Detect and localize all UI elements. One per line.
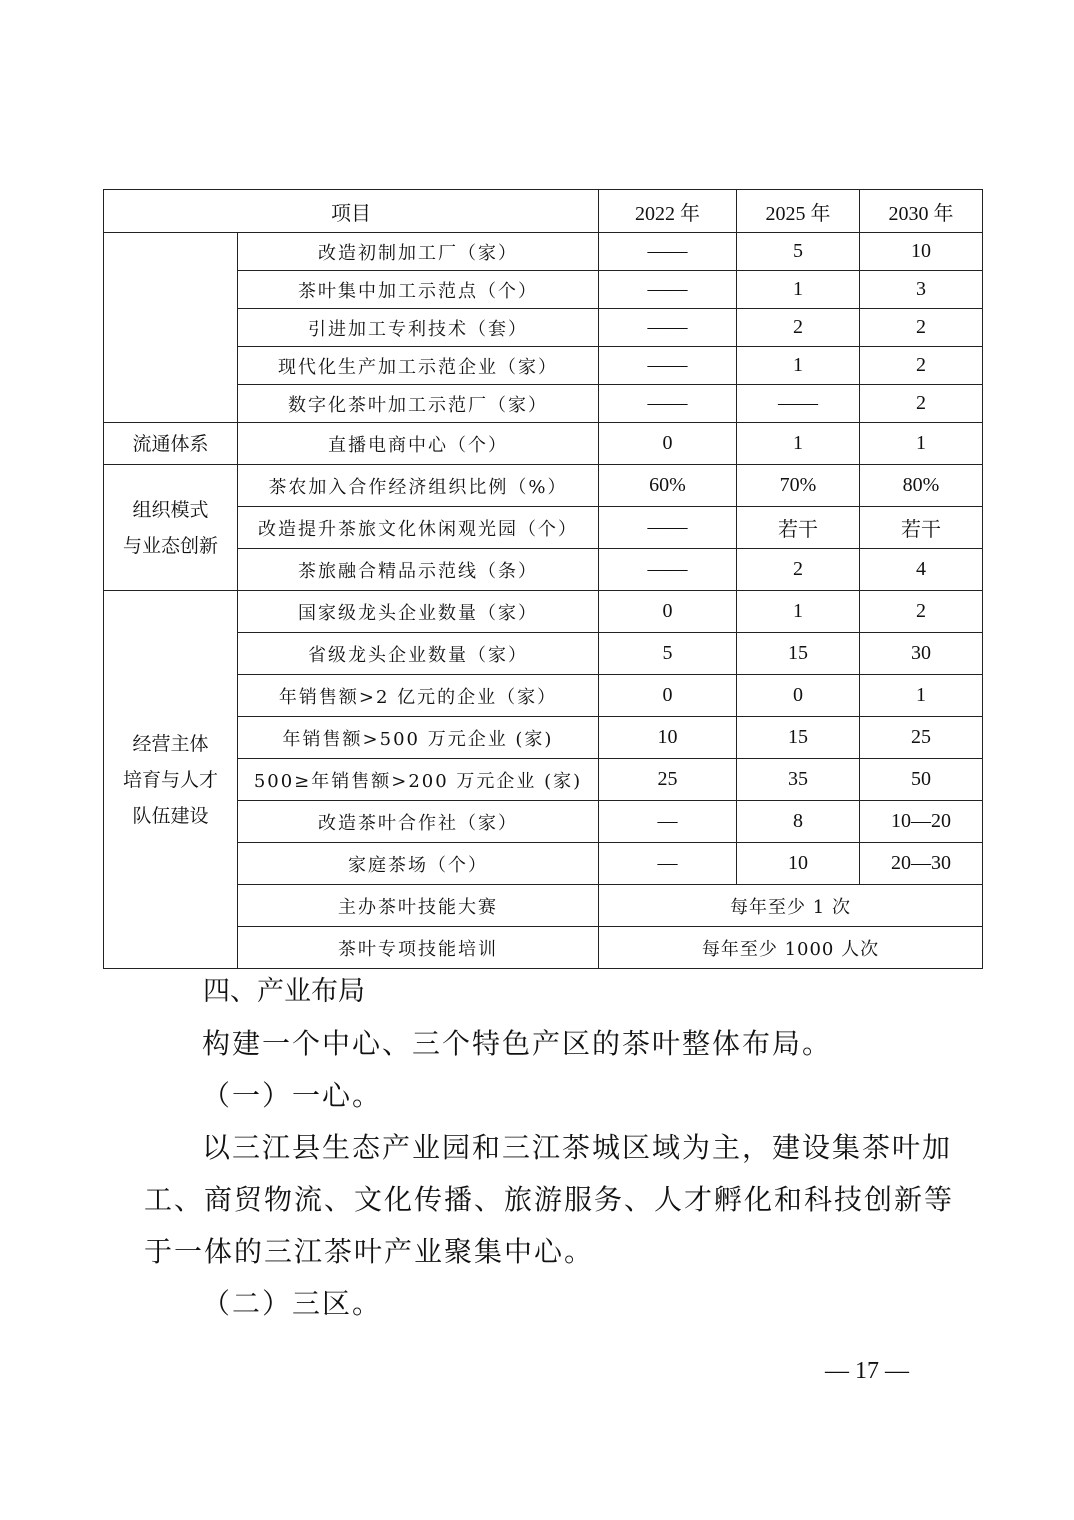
- value-2022: 0: [599, 423, 737, 465]
- value-2022: ——: [599, 549, 737, 591]
- table-row: [104, 591, 983, 633]
- merged-value: 每年至少 1 次: [599, 885, 983, 927]
- header-2030: 2030 年: [860, 190, 983, 233]
- body-paragraph: [144, 1122, 954, 1278]
- row-item: 国家级龙头企业数量（家）: [238, 591, 599, 633]
- value-2022: 0: [599, 591, 737, 633]
- row-item: 年销售额>500 万元企业 (家): [238, 717, 599, 759]
- header-item: 项目: [104, 190, 599, 233]
- value-2025: 若干: [737, 507, 860, 549]
- row-item: 直播电商中心（个）: [238, 423, 599, 465]
- header-2025: 2025 年: [737, 190, 860, 233]
- header-2022: 2022 年: [599, 190, 737, 233]
- row-item: 茶叶集中加工示范点（个）: [238, 271, 599, 309]
- row-item: 茶叶专项技能培训: [238, 927, 599, 969]
- row-item: 家庭茶场（个）: [238, 843, 599, 885]
- row-item: 茶农加入合作经济组织比例（%）: [238, 465, 599, 507]
- row-item: 500≥年销售额>200 万元企业 (家): [238, 759, 599, 801]
- value-2022: ——: [599, 309, 737, 347]
- development-targets-table: [103, 189, 983, 969]
- value-2025: 35: [737, 759, 860, 801]
- value-2030: 80%: [860, 465, 983, 507]
- category-processing: [104, 233, 238, 423]
- value-2030: 2: [860, 591, 983, 633]
- value-2025: 10: [737, 843, 860, 885]
- table-row: [104, 233, 983, 271]
- value-2025: 1: [737, 347, 860, 385]
- value-2030: 50: [860, 759, 983, 801]
- value-2030: 25: [860, 717, 983, 759]
- table-row: [104, 423, 983, 465]
- value-2030: 2: [860, 309, 983, 347]
- category-circulation: 流通体系: [104, 423, 238, 465]
- value-2022: ——: [599, 507, 737, 549]
- value-2030: 10—20: [860, 801, 983, 843]
- value-2025: 2: [737, 549, 860, 591]
- row-item: 现代化生产加工示范企业（家）: [238, 347, 599, 385]
- intro-text: 构建一个中心、三个特色产区的茶叶整体布局。: [202, 1027, 833, 1060]
- value-2030: 1: [860, 423, 983, 465]
- value-2025: 70%: [737, 465, 860, 507]
- value-2025: 1: [737, 423, 860, 465]
- page-number: — 17 —: [825, 1358, 909, 1384]
- value-2030: 2: [860, 347, 983, 385]
- row-item: 改造茶叶合作社（家）: [238, 801, 599, 843]
- category-management: 经营主体 培育与人才 队伍建设: [104, 591, 238, 969]
- value-2025: 1: [737, 271, 860, 309]
- intro-paragraph: [144, 1018, 954, 1070]
- category-organization: 组织模式 与业态创新: [104, 465, 238, 591]
- merged-value: 每年至少 1000 人次: [599, 927, 983, 969]
- value-2022: ——: [599, 347, 737, 385]
- subheading-two: [144, 1278, 954, 1330]
- value-2025: 0: [737, 675, 860, 717]
- table-header-row: [104, 190, 983, 233]
- value-2030: 1: [860, 675, 983, 717]
- value-2030: 20—30: [860, 843, 983, 885]
- section-heading: 四、产业布局: [203, 976, 365, 1007]
- row-item: 主办茶叶技能大赛: [238, 885, 599, 927]
- row-item: 数字化茶叶加工示范厂（家）: [238, 385, 599, 423]
- value-2025: 8: [737, 801, 860, 843]
- value-2022: 10: [599, 717, 737, 759]
- value-2022: ——: [599, 271, 737, 309]
- value-2025: 2: [737, 309, 860, 347]
- row-item: 引进加工专利技术（套）: [238, 309, 599, 347]
- value-2022: 60%: [599, 465, 737, 507]
- row-item: 省级龙头企业数量（家）: [238, 633, 599, 675]
- row-item: 茶旅融合精品示范线（条）: [238, 549, 599, 591]
- value-2025: 1: [737, 591, 860, 633]
- row-item: 年销售额>2 亿元的企业（家）: [238, 675, 599, 717]
- value-2030: 若干: [860, 507, 983, 549]
- value-2025: ——: [737, 385, 860, 423]
- value-2030: 4: [860, 549, 983, 591]
- value-2022: 5: [599, 633, 737, 675]
- value-2030: 3: [860, 271, 983, 309]
- subheading-one: [144, 1070, 954, 1122]
- value-2022: —: [599, 843, 737, 885]
- table-row: [104, 465, 983, 507]
- value-2025: 15: [737, 717, 860, 759]
- value-2022: ——: [599, 385, 737, 423]
- value-2022: —: [599, 801, 737, 843]
- value-2030: 30: [860, 633, 983, 675]
- row-item: 改造初制加工厂（家）: [238, 233, 599, 271]
- value-2022: 25: [599, 759, 737, 801]
- row-item: 改造提升茶旅文化休闲观光园（个）: [238, 507, 599, 549]
- value-2030: 2: [860, 385, 983, 423]
- value-2030: 10: [860, 233, 983, 271]
- value-2025: 15: [737, 633, 860, 675]
- value-2025: 5: [737, 233, 860, 271]
- value-2022: ——: [599, 233, 737, 271]
- value-2022: 0: [599, 675, 737, 717]
- body-text: 以三江县生态产业园和三江茶城区域为主，建设集茶叶加工、商贸物流、文化传播、旅游服务、人才孵化和科技创新等于一体的三江茶叶产业聚集中心。: [144, 1131, 955, 1268]
- subheading-one-text: （一）一心。: [202, 1079, 383, 1112]
- subheading-two-text: （二）三区。: [202, 1287, 383, 1320]
